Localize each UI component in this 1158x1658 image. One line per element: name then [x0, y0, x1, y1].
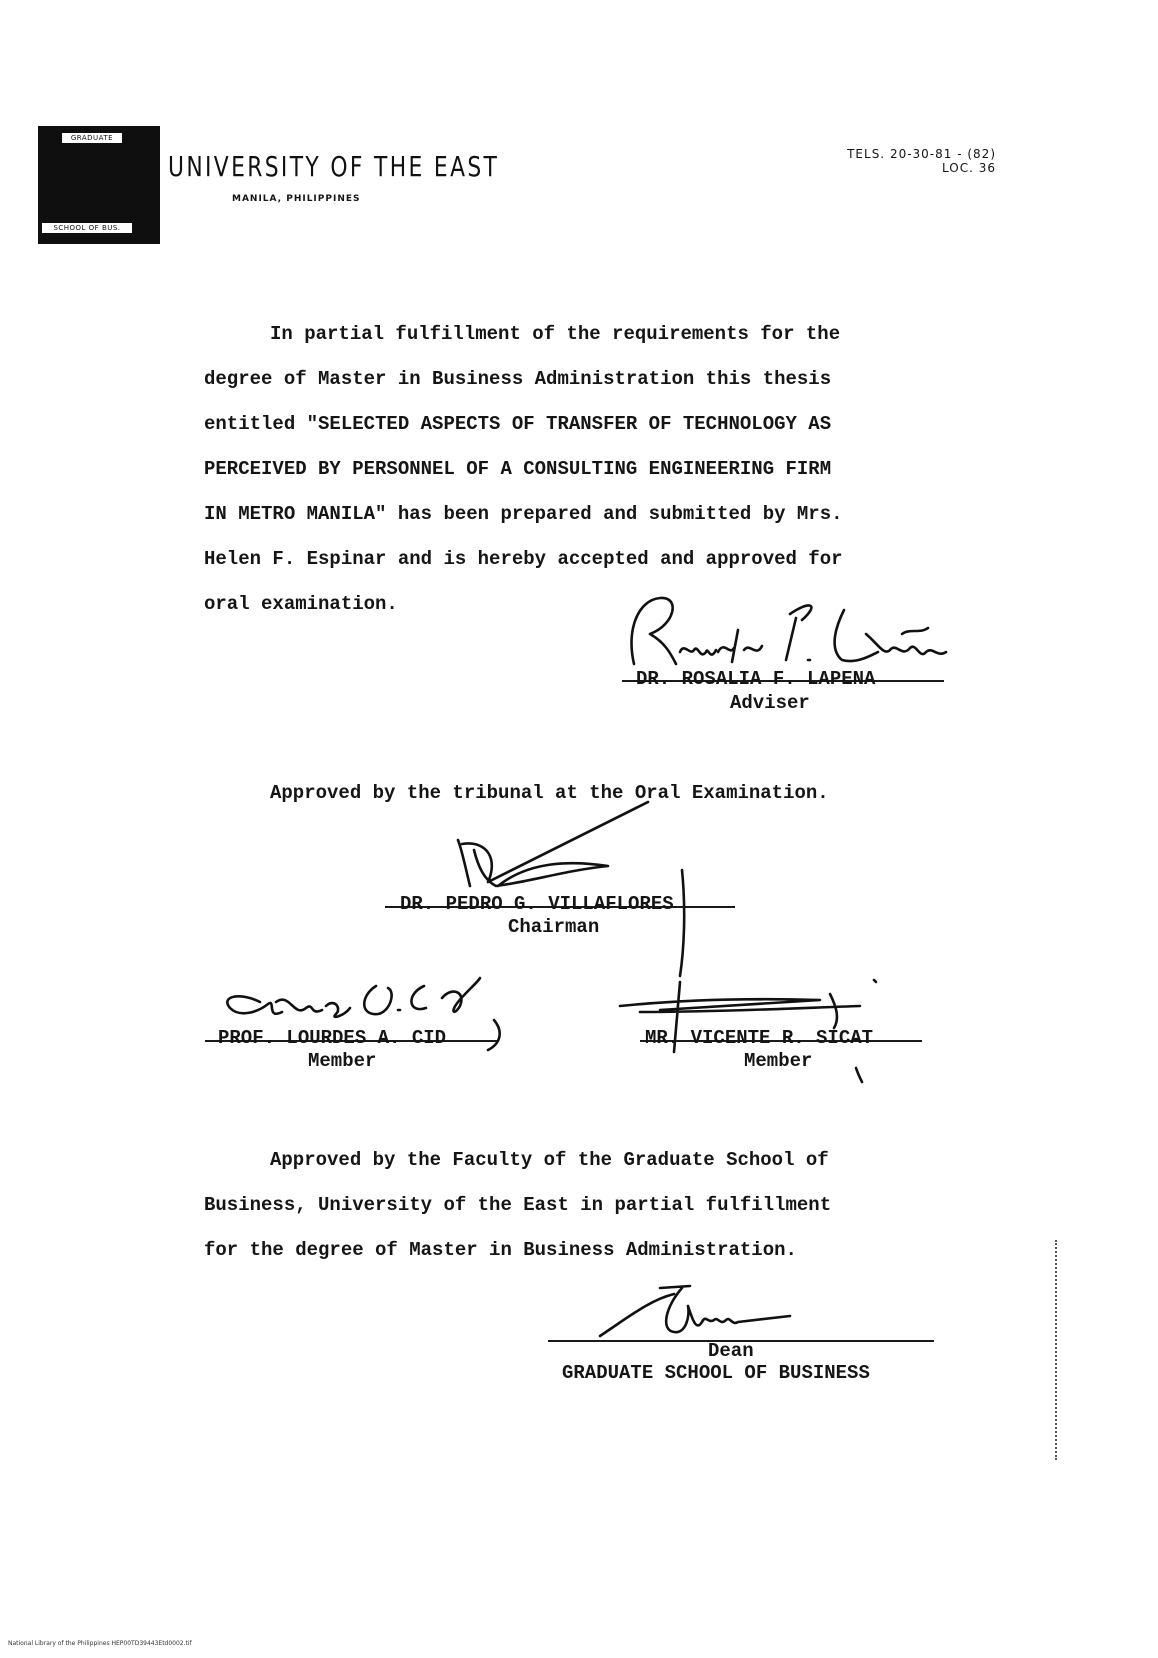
- logo-bottom-label: SCHOOL OF BUS.: [42, 223, 132, 233]
- member1-name: PROF. LOURDES A. CID: [218, 1027, 447, 1049]
- adviser-name: DR. ROSALIA F. LAPENA: [636, 668, 876, 690]
- school-logo: [38, 126, 160, 244]
- loc-line: LOC. 36: [942, 161, 996, 175]
- faculty-line: Approved by the Faculty of the Graduate School of: [270, 1149, 829, 1171]
- dean-role: Dean: [708, 1340, 754, 1362]
- member2-role: Member: [744, 1050, 813, 1072]
- scan-edge-mark: [1055, 1240, 1057, 1460]
- approval-line: IN METRO MANILA" has been prepared and submitted by Mrs.: [204, 503, 843, 525]
- adviser-role: Adviser: [730, 692, 810, 714]
- logo-top-label: GRADUATE: [62, 133, 122, 143]
- dean-office: GRADUATE SCHOOL OF BUSINESS: [562, 1362, 870, 1384]
- faculty-paragraph: [204, 1138, 831, 1273]
- university-city: MANILA, PHILIPPINES: [232, 194, 361, 204]
- member1-role: Member: [308, 1050, 377, 1072]
- adviser-signature: [620, 590, 950, 680]
- faculty-line: for the degree of Master in Business Administration.: [204, 1239, 797, 1261]
- tels-line: TELS. 20-30-81 - (82): [847, 147, 996, 161]
- university-name: UNIVERSITY OF THE EAST: [168, 150, 500, 183]
- approval-line: entitled "SELECTED ASPECTS OF TRANSFER OF TECHNOLOGY AS: [204, 413, 832, 435]
- telephone-info: [847, 147, 996, 175]
- member2-name: MR. VICENTE R. SICAT: [645, 1027, 874, 1049]
- approval-line: oral examination.: [204, 593, 398, 615]
- chairman-name: DR. PEDRO G. VILLAFLORES: [400, 893, 674, 915]
- scan-footer: National Library of the Philippines HEP00TD39443Etd0002.tif: [8, 1640, 192, 1647]
- faculty-line: Business, University of the East in partial fulfillment: [204, 1194, 832, 1216]
- approval-line: degree of Master in Business Administration this thesis: [204, 368, 832, 390]
- approval-line: Helen F. Espinar and is hereby accepted and approved for: [204, 548, 843, 570]
- chairman-signature: [448, 790, 738, 980]
- approval-paragraph: [204, 312, 843, 627]
- approval-line: In partial fulfillment of the requirements for the: [270, 323, 841, 345]
- dean-signature: [590, 1276, 830, 1346]
- approval-line: PERCEIVED BY PERSONNEL OF A CONSULTING ENGINEERING FIRM: [204, 458, 832, 480]
- chairman-role: Chairman: [508, 916, 600, 938]
- tribunal-heading: Approved by the tribunal at the Oral Examination.: [270, 782, 829, 804]
